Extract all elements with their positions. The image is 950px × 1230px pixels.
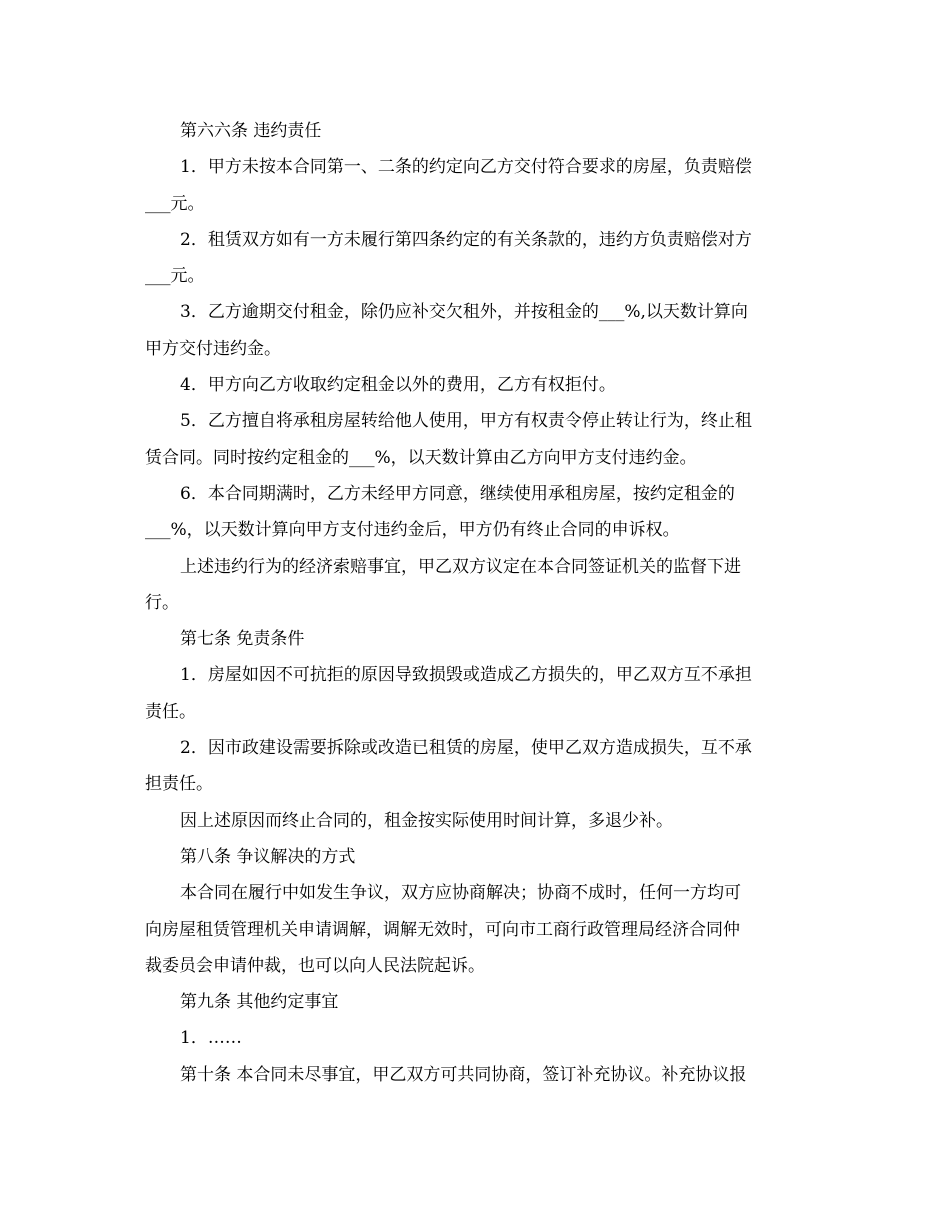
document-page	[145, 113, 810, 1093]
text-line: 担责任。	[145, 774, 213, 795]
text-line: 向房屋租赁管理机关申请调解，调解无效时，可向市工商行政管理局经济合同仲	[145, 919, 740, 940]
text-line: 1．甲方未按本合同第一、二条的约定向乙方交付符合要求的房屋，负责赔偿	[180, 157, 752, 178]
text-line: 本合同在履行中如发生争议，双方应协商解决；协商不成时，任何一方均可	[180, 883, 741, 904]
text-line: 因上述原因而终止合同的，租金按实际使用时间计算，多退少补。	[180, 810, 673, 831]
text-line: 行。	[145, 592, 179, 613]
text-line: 1．房屋如因不可抗拒的原因导致损毁或造成乙方损失的，甲乙双方互不承担	[180, 665, 752, 686]
text-line: 5．乙方擅自将承租房屋转给他人使用，甲方有权责令停止转让行为，终止租	[180, 411, 752, 432]
text-line: 2．因市政建设需要拆除或改造已租赁的房屋，使甲乙双方造成损失，互不承	[180, 738, 752, 759]
text-line: ___%，以天数计算向甲方支付违约金后，甲方仍有终止合同的申诉权。	[145, 520, 680, 541]
text-line: 责任。	[145, 701, 196, 722]
text-line: ___元。	[145, 266, 205, 287]
section-heading: 第七条 免责条件	[180, 629, 305, 650]
text-line: 3．乙方逾期交付租金，除仍应补交欠租外，并按租金的___%,以天数计算向	[180, 302, 748, 323]
text-line: 6．本合同期满时，乙方未经甲方同意，继续使用承租房屋，按约定租金的	[180, 483, 735, 504]
section-heading: 第九条 其他约定事宜	[180, 992, 339, 1013]
text-line: ___元。	[145, 193, 205, 214]
text-line: 1．……	[180, 1028, 242, 1049]
text-line: 裁委员会申请仲裁，也可以向人民法院起诉。	[145, 955, 485, 976]
text-line: 上述违约行为的经济索赔事宜，甲乙双方议定在本合同签证机关的监督下进	[180, 556, 741, 577]
text-line: 第六六条 违约责任	[180, 121, 322, 141]
text-line: 4．甲方向乙方收取约定租金以外的费用，乙方有权拒付。	[180, 375, 616, 396]
text-line: 赁合同。同时按约定租金的___%，以天数计算由乙方向甲方支付违约金。	[145, 447, 697, 468]
text-line: 第十条 本合同未尽事宜，甲乙双方可共同协商，签订补充协议。补充协议报	[180, 1064, 747, 1085]
section-heading: 第八条 争议解决的方式	[180, 846, 356, 867]
text-line: 甲方交付违约金。	[145, 338, 281, 359]
text-line: 2．租赁双方如有一方未履行第四条约定的有关条款的，违约方负责赔偿对方	[180, 229, 752, 250]
